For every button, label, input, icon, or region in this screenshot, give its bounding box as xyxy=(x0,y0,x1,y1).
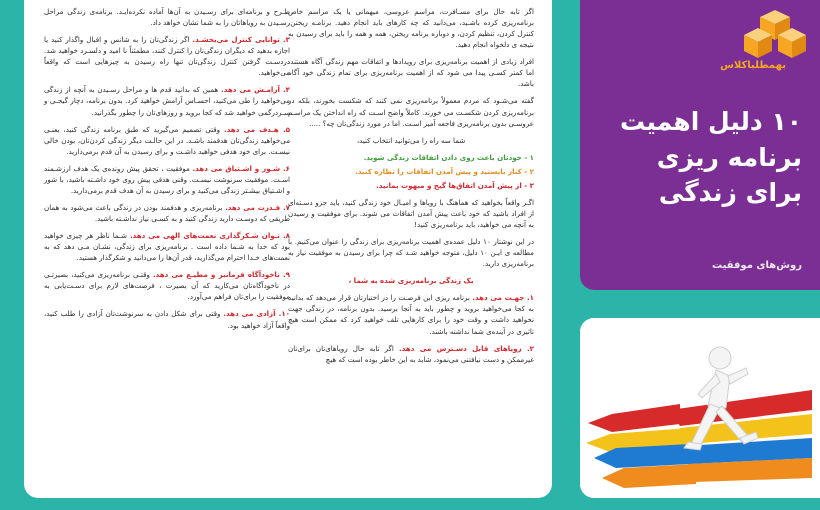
article-column-left xyxy=(44,6,290,337)
reason-8-title: ۸. تـوان شـکرگذاری نعمت‌های الهی می دهد. xyxy=(129,231,290,241)
reason-2-title: ۲. رویاهای قابل دسـترس می دهد. xyxy=(399,343,534,353)
reason-4-text: همین که بدانید قدم ها و مراحل رسـیدن به آنچه از زندگی می‌خواهید را طی می‌کنید، احسـاس آرامش خواهید کرد. بدون برنامه، دچار گیجـی و سـردرگمی خواهید شد که کجا بروید و روزهای‌تان را چطور بگذرانید. xyxy=(44,85,290,117)
reason-9-title: ۹. ناخودآگاه فرمانبر و مطیـع می دهد. xyxy=(152,270,290,280)
cover-subtitle: روش‌های موفقیت xyxy=(712,260,802,271)
cover-title-line-2: برنامه ریزی xyxy=(656,142,802,172)
reason-7-title: ۷. قـدرت می دهد. xyxy=(225,202,290,212)
article-page xyxy=(24,0,552,498)
reason-9-text: وقتـی برنامه‌ریزی می‌کنید، بصیرتـی در ناخودآگاه‌تان می‌کارید که آن بصیرت ، فرصت‌های لازم برای دسـت‌یابی به موفقیت را برای‌تان فراهم می‌آورد. xyxy=(44,270,290,302)
reason-5 xyxy=(44,124,290,157)
reason-9 xyxy=(44,269,290,302)
choice-intro: شما سه راه را می‌توانید انتخاب کنید، xyxy=(356,135,466,145)
reason-5-text: وقتی تصمیم می‌گیرید که طبق برنامه زندگی کنید، یعنـی می‌خواهید زندگی‌تان هدفمند باشـد. در این حالـت دیگر زندگی کردن‌تان، بودن خالی نیسـت. برای خود هدفی خواهید داشـت و برای رسیدن به آن قدم برمی‌دارید. xyxy=(44,124,290,156)
cube-logo-icon xyxy=(740,6,810,64)
reason-8 xyxy=(44,230,290,263)
reason-5-title: ۵. هـدف می دهد. xyxy=(224,124,290,134)
reasons-heading: یک زندگی برنامه‌ریزی شده به شما ، xyxy=(348,276,474,286)
reason-2-text: اگر تابه حال رویاهای‌تان برای‌تان غیرممکن و دست نیافتنی می‌نمود، شاید به این خاطر بوده است که هیچ xyxy=(288,343,534,364)
reason-8-text: شـما ناظر هر چیزی خواهید بود که خدا به شـما داده است . برنامه‌ریزی برای زندگی، نشـان مـی دهد که به نعمت‌های خـدا احترام می‌گذارید، قدر آن‌ها را می‌دانید و شکرگذار هستید. xyxy=(44,231,290,263)
reason-10-title: ۱۰. آزادی می دهد. xyxy=(223,309,290,319)
cover-panel xyxy=(580,0,820,290)
reason-1-text: برنامه ریزی این فرصـت را در اختیارتان قرار می‌دهد که بدانید به کجا می‌خواهید بروید و چطور باید به آنجا برسید. بدون برنامه، در زندگی جهت نخواهید داشت و وقت خود را برای کارهایی تلف خواهید کرد که ممکن است هیچ تاثیری در آینده‌ی شما نداشته باشند. xyxy=(288,293,534,336)
reason-3-title: ۳. توانایی کنترل می‌بخشـد. xyxy=(192,35,290,45)
reason-2-continued: طـرح و برنامه‌ای برای رسـیدن به آن‌ها آماده نکرده‌ایـد. برنامه‌ی زندگی مراحل رسـیدن به رویاهاتان را به شما نشان خواهد داد. xyxy=(44,7,290,28)
intro-paragraph-3: گفته می‌شـود که مردم معمولاً برنامه‌ریزی نمی کنند که شکست بخورند، بلکه در برنامه‌ریزی کردن شکسـت می خورند. کاملاً واضح اسـت که راه انداختن یک مراسـم عروسـی بدون برنامه‌ریزی فاجعه آمیز اسـت. اما در مورد زندگی‌تان چه؟ ..... xyxy=(288,96,534,128)
cover-title-line-3: برای زندگی xyxy=(658,178,802,207)
logo-wordmark: بهمطلباکلاس xyxy=(720,60,786,71)
reason-1 xyxy=(288,292,534,336)
reason-6 xyxy=(44,163,290,196)
cover-title-line-1: ۱۰ دلیل اهمیت xyxy=(619,107,802,136)
reason-10 xyxy=(44,308,290,330)
reason-4 xyxy=(44,84,290,117)
reason-3 xyxy=(44,34,290,78)
reason-1-title: ۱. جهـت می دهد. xyxy=(472,293,534,303)
cover-title xyxy=(602,104,802,211)
intro-paragraph-1: اگر تابه حال برای مسـافرت، مراسم عروسی، میهمانی یا یک مراسم خاص برنامه‌ریزی کرده باشـید، می‌دانید که چه کارهای باید انجام دهید. برنامـه ریختن، کنترل کردن، تنظیم کردن، و دوباره برنامه ریختن، همه و همه را باید برای رسیدن به نتیجه ی دلخواه انجام دهید. xyxy=(288,7,534,50)
running-figure-arrows-image xyxy=(580,318,820,498)
intro-paragraph-5: در این نوشتار ۱۰ دلیل عمده‌ی اهمیت برنامه‌ریزی برای زندگی را عنوان می‌کنیم. با مطالعه ی ایـن ۱۰ دلیل، متوجه خواهید شـد که چرا برای رسیدن به موفقیت نیاز به برنامه‌ریزی دارید. xyxy=(288,237,534,269)
option-1: ۱ - خودتان باعث روی دادن اتفاقات زندگی شوید. xyxy=(363,152,534,162)
reason-4-title: ۴. آرامـش می دهد. xyxy=(221,85,290,95)
intro-paragraph-2: افراد زیادی از اهمیت برنامه‌ریزی برای رویدادها و اتفاقات مهم زندگی آگاه هستند، اما کمتر کسـی پیدا می شود که از اهمیت برنامه‌ریزی برای تمام زندگی خود آگاه باشد. xyxy=(288,57,534,89)
reason-3-text: اگر زندگی‌تان را به شانس و اقبال واگذار کنید یا اجازه بدهید که دیگران زندگی‌تان را کنترل کنند، مطمئناً نا امید و دلسـرد خواهید شد. دردسـت گرفتن کنترل زندگی‌تان تنها راه رسیدن به چیزهایی است که واقعاً می‌خواهید. xyxy=(44,35,290,78)
article-column-right xyxy=(288,6,534,371)
reason-2 xyxy=(288,343,534,365)
option-3: ۳ - از پیش آمدن اتفاق‌ها گیج و مبهوت بمانید. xyxy=(376,180,534,190)
intro-paragraph-4: اگـر واقعاً بخواهید که هماهنگ با رویاها و امیـال خود زندگی کنید، باید جزو دسـته‌ای از افراد باشید که خود باعث پیش آمدن اتفاقات می شوند. برای موفقیت و رسیدن به آنچه می خواهید، باید برنامه‌ریزی کنید! xyxy=(288,197,534,229)
option-2: ۲ - کنار بایستید و پیش آمدن اتفاقات را نظاره کنید. xyxy=(355,166,534,176)
reason-6-title: ۶. شـور و اشـتیاق می دهد. xyxy=(192,163,291,173)
reason-7-text: برنامه‌ریزی و هدفمند بودن در زندگی باعث می‌شود به همان طریقی که دوسـت دارید زندگی کنید و به کسـی نیاز نداشـته باشید. xyxy=(44,202,290,223)
reason-10-text: وقتی برای شکل دادن به سرنوشت‌تان آزادی را طلب کنید، واقعاً آزاد خواهید بود. xyxy=(44,309,290,330)
reason-7 xyxy=(44,202,290,224)
reason-6-text: موفقیت ، تحقق پیش رونده‌ی یک هدف ارزشـمند اسـت. موفقیت سرنوشت نیسـت. وقتی هدفی پیش روی خود داشـته باشید، با شور و اشـتیاق بیشـتر زندگی می‌کنید و برای رسیدن به آن هدف قدم برمی‌دارید. xyxy=(44,163,290,195)
